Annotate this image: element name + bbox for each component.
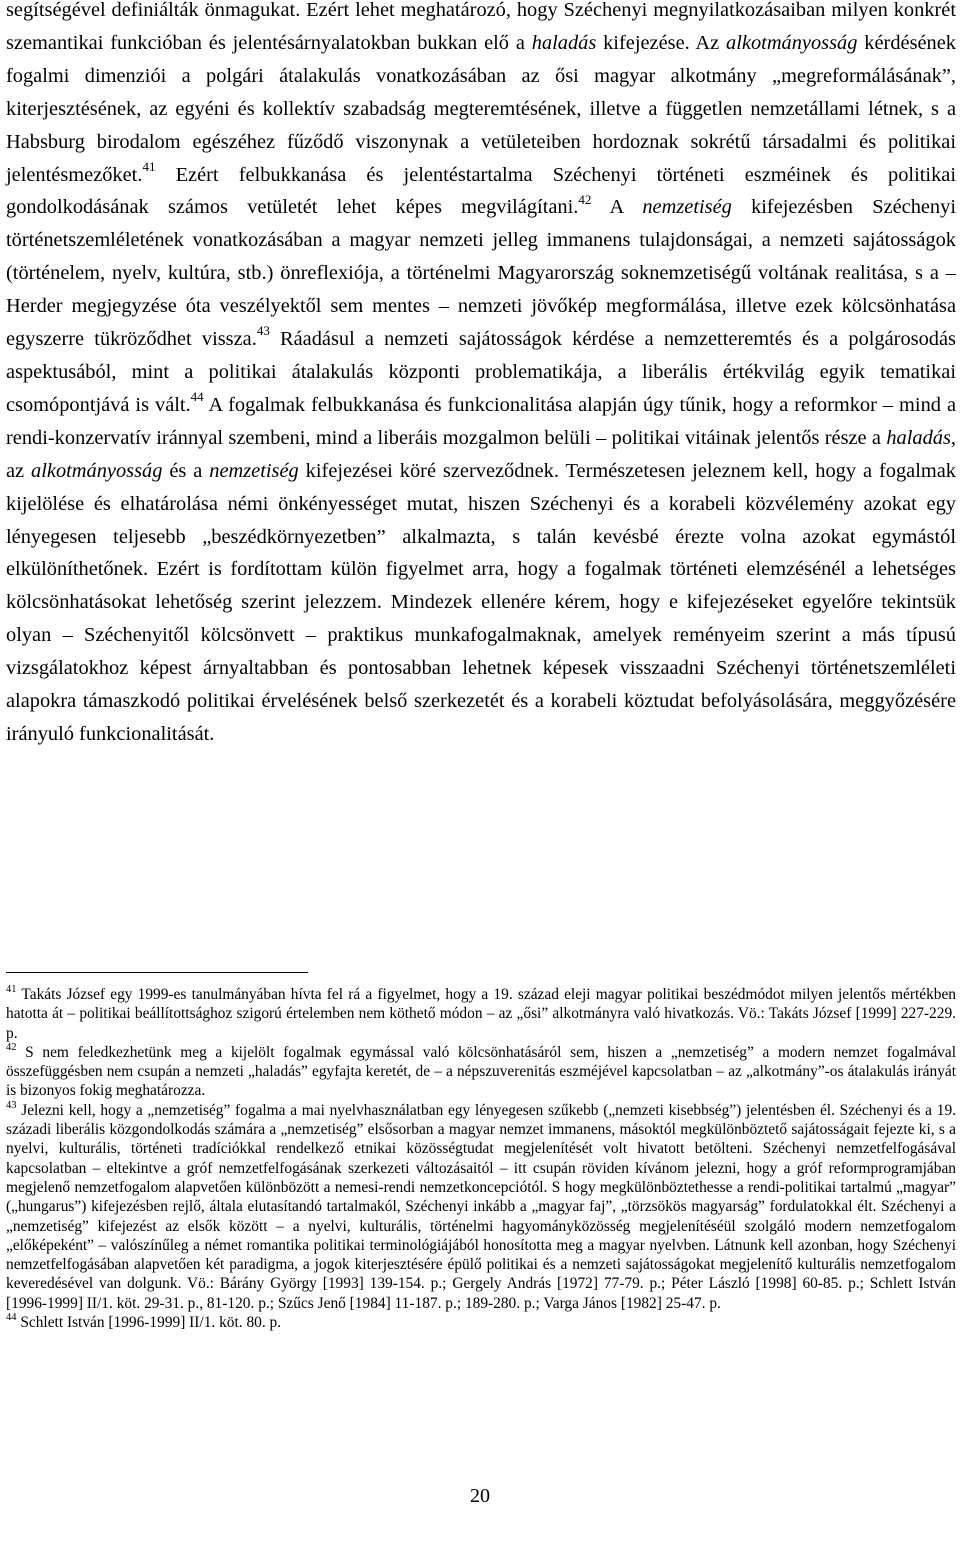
footnotes	[6, 985, 956, 1332]
footnote-43	[6, 1101, 956, 1313]
text-run: és a	[162, 459, 210, 482]
footnote-number: 44	[6, 1311, 17, 1323]
footnote-text: Jelezni kell, hogy a „nemzetiség” fogalma a mai nyelvhasználatban egy lényegesen szűkebb („nemzeti kisebbség”) jelentésben él. Széchenyi és a 19. századi liberális közgondolkodás számára a „nemzetiség” elsősorban a magyar nemzet immanens, másoktól megkülönböztető sajátosságait fejezte ki, s a nyelvi, kulturális, történeti tradíciókkal rendelkező etnikai közösségtudat megjelenítését volt hivatott betölteni. Széchenyi nemzetfelfogásával kapcsolatban – eltekintve a gróf nemzetfelfogásának szerkezeti változásaitól – itt csupán röviden kívánom jelezni, hogy a gróf reformprogramjában megjelenő nemzetfogalom alapvetően különbözött a nemesi-rendi nemzetkoncepciótól. S hogy megkülönböztethesse a rendi-politikai tartalmú „magyar” („hungarus”) kifejezésben rejlő, általa elutasítandó tartalmakól, Széchenyi inkább a „magyar faj”, „törzsökös magyarság” fordulatokkal élt. Széchenyi a „nemzetiség” kifejezést az elsők között – a nyelvi, kulturális, történelmi hagyományközösség megjelenítéséül szolgáló modern nemzetfogalom „előképeként” – valószínűleg a német romantika politikai terminológiájából honosította meg a magyar nyelvben. Látnunk kell azonban, hogy Széchenyi nemzetfelfogásában alapvetően két paradigma, a jogok kiterjesztésére épülő politikai és a nemzeti sajátosságokat megjelenítő kulturális nemzetfogalom keveredésével van dolgunk. Vö.: Bárány György [1993] 139-154. p.; Gergely András [1972] 77-79. p.; Péter László [1998] 60-85. p.; Schlett István [1996-1999] II/1. köt. 29-31. p., 81-120. p.; Szűcs Jenő [1984] 11-187. p.; 189-280. p.; Varga János [1982] 25-47. p.	[6, 1101, 956, 1312]
footnote-number: 43	[6, 1099, 17, 1111]
footnote-41	[6, 985, 956, 1043]
footnote-42	[6, 1043, 956, 1101]
term-halado: haladás	[886, 426, 951, 449]
footnote-number: 42	[6, 1041, 17, 1053]
text-run: kérdésének fogalmi dimenziói a polgári átalakulás vonatkozásában az ősi magyar alkotmány „megreformálásának”, kiterjesztésének, az egyéni és kollektív szabadság megteremtésének, illetve a független nemzetállami létnek, s a Habsburg birodalom egészéhez fűződő viszonynak a vetületeiben hordoznak sokrétű társadalmi és politikai jelentésmezőket.	[6, 31, 956, 186]
text-run: kifejezései köré szerveződnek. Természetesen jeleznem kell, hogy a fogalmak kijelölése és elhatárolása némi önkényességet mutat, hiszen Széchenyi és a korabeli közvélemény azokat egy lényegesen teljesebb „beszédkörnyezetben” alkalmazta, s talán kevésbé érezte volna azokat egymástól elkülöníthetőnek. Ezért is fordítottam külön figyelmet arra, hogy a fogalmak történeti elemzésénél a lehetséges kölcsönhatásokat lehetőség szerint jelezzem. Mindezek ellenére kérem, hogy e kifejezéseket egyelőre tekintsük olyan – Széchenyitől kölcsönvett – praktikus munkafogalmaknak, amelyek reményeim szerint a más típusú vizsgálatokhoz képest árnyaltabban és pontosabban lehetnek képesek visszaadni Széchenyi történetszemléleti alapokra támaszkodó politikai érvelésének belső szerkezetét és a korabeli köztudat befolyásolására, meggyőzésére irányuló funkcionalitását.	[6, 459, 956, 745]
footnote-text: S nem feledkezhetünk meg a kijelölt fogalmak egymással való kölcsönhatásáról sem, hiszen a „nemzetiség” a modern nemzet fogalmával összefüggésben nem csupán a nemzeti „haladás” egyfajta keretét, de – a népszuverenitás eszméjével kapcsolatban – az „alkotmány”-os átalakulás irányát is bizonyos fokig meghatározza.	[6, 1043, 956, 1100]
text-run: A fogalmak felbukkanása és funkcionalitása alapján úgy tűnik, hogy a reformkor – mind a rendi-konzervatív iránnyal szembeni, mind a liberáis mozgalmon belüli – politikai vitáinak jelentős része a	[6, 393, 956, 449]
term-nemzetiseg: nemzetiség	[642, 196, 732, 219]
footnote-ref-43[interactable]: 43	[256, 323, 270, 339]
term-halado: haladás	[531, 31, 597, 54]
term-alkotmanyossag: alkotmányosság	[726, 31, 858, 54]
text-run: , az	[6, 426, 956, 482]
footnote-44	[6, 1313, 956, 1332]
footnote-ref-42[interactable]: 42	[578, 191, 592, 207]
footnote-ref-44[interactable]: 44	[190, 389, 204, 405]
text-run: A	[591, 196, 643, 219]
text-run: Ezért felbukkanása és jelentéstartalma Széchenyi történeti eszméinek és politikai gondolkodásának számos vetületét lehet képes megvilágítani.	[6, 163, 956, 219]
page-number: 20	[470, 1485, 490, 1507]
text-run: kifejezése. Az	[596, 31, 727, 54]
footnote-text: Schlett István [1996-1999] II/1. köt. 80. p.	[16, 1314, 282, 1332]
footnote-text: Takáts József egy 1999-es tanulmányában hívta fel rá a figyelmet, hogy a 19. század eleji magyar politikai beszédmódot milyen jelentős mértékben hatotta át – politikai beállítottsághoz szigorú értelemben nem köthető módon – az „ősi” alkotmányra való hivatkozás. Vö.: Takáts József [1999] 227-229. p.	[6, 986, 956, 1042]
term-nemzetiseg: nemzetiség	[209, 459, 299, 482]
text-run: segítségével definiálták önmagukat. Ezért lehet meghatározó, hogy Széchenyi megnyilatkozásaiban milyen konkrét szemantikai funkcióban és jelentésárnyalatokban bukkan elő a	[6, 0, 956, 54]
footnote-ref-41[interactable]: 41	[142, 158, 156, 174]
text-run: kifejezésben Széchenyi történetszemléletének vonatkozásában a magyar nemzeti jelleg immanens tulajdonságai, a nemzeti sajátosságok (történelem, nyelv, kultúra, stb.) önreflexiója, a történelmi Magyarország soknemzetiségű voltának realitása, s a – Herder megjegyzése óta veszélyektől sem mentes – nemzeti jövőkép megformálása, illetve ezek kölcsönhatása egyszerre tükröződhet vissza.	[6, 196, 956, 351]
text-run: Ráadásul a nemzeti sajátosságok kérdése a nemzetteremtés és a polgárosodás aspektusából, mint a politikai átalakulás központi problematikája, a liberális értékvilág egyik tematikai csomópontjává is vált.	[6, 328, 956, 416]
term-alkotmanyossag: alkotmányosság	[31, 459, 163, 482]
footnote-number: 41	[6, 983, 17, 995]
footnote-separator	[6, 972, 308, 973]
body-paragraph	[6, 0, 956, 751]
